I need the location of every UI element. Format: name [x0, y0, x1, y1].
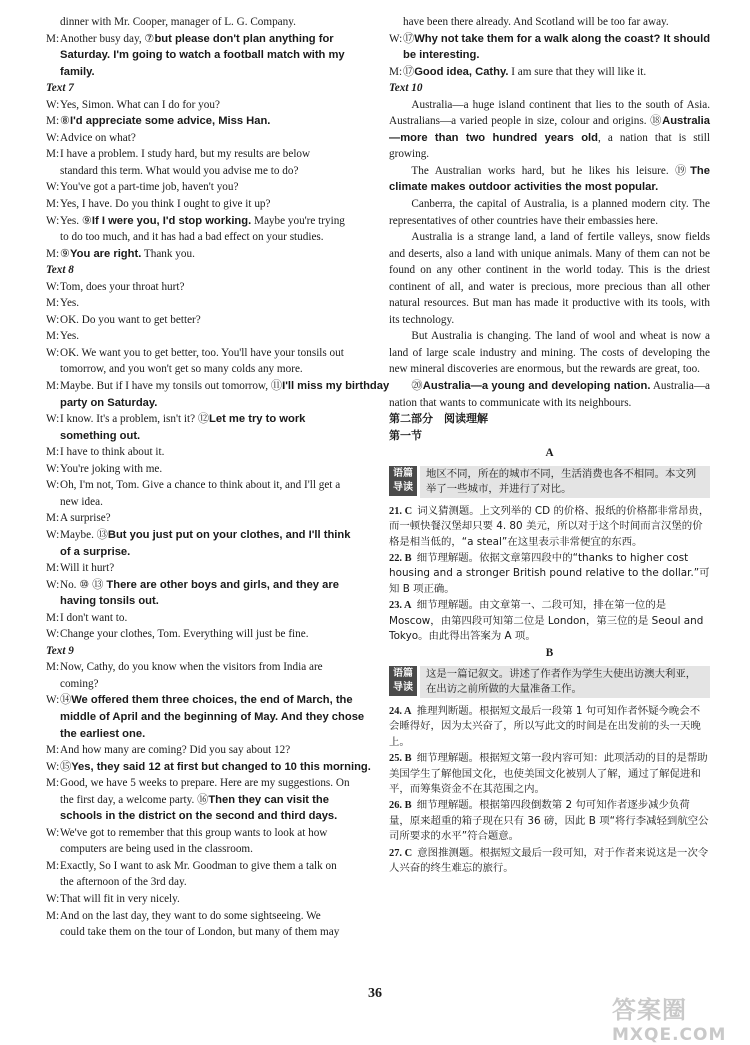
dialogue-text: I have to think about it.	[60, 446, 165, 459]
dialogue-text: Maybe. But if I have my tonsils out tomorrow,	[60, 380, 271, 393]
dialogue-line	[46, 130, 368, 147]
dialogue-text: And how many are coming? Did you say about 12?	[60, 744, 291, 757]
speaker-label: W:	[46, 628, 60, 641]
speaker-label: M:	[46, 611, 60, 624]
dialogue-text: could take them on the tour of London, but many of them may	[60, 926, 340, 939]
text8-dialogue	[46, 279, 390, 643]
dialogue-text: I have a problem. I study hard, but my results are below	[60, 148, 311, 161]
dialogue-text: to do too much, and it has had a bad effect on your studies.	[60, 231, 324, 244]
answer-number: 27. C	[389, 847, 413, 859]
circled-number: ⑧	[60, 115, 71, 128]
dialogue-line	[46, 924, 368, 941]
dialogue-text: No.	[60, 578, 80, 591]
answer-number: 25. B	[389, 753, 412, 765]
dialogue-text: Advice on what?	[60, 131, 136, 144]
dialogue-line	[46, 858, 368, 875]
dialogue-line	[46, 395, 368, 412]
passage-paragraph: ⑳Australia—a young and developing nation. Australia—a nation that wants to communicate with its neighbours.	[389, 380, 710, 409]
circled-number: ⑭	[60, 694, 72, 707]
speaker-label: W:	[46, 462, 60, 475]
watermark-text: MXQE.COM	[612, 1025, 727, 1045]
dialogue-line	[46, 461, 368, 478]
answer-explanation: 细节理解题。根据短文第一段内容可知：此项活动的目的是帮助美国学生了解他国文化，也使美国文化被别人了解，通过了解促进和平，而筹集资金不在其范围之内。	[389, 752, 708, 795]
dialogue-text: tomorrow, and you won't get so many colds any more.	[60, 363, 303, 376]
dialogue-text: Oh, I'm not, Tom. Give a chance to think about it, and I'll get a	[60, 479, 341, 492]
dialogue-line	[46, 626, 368, 643]
speaker-label: W:	[46, 313, 60, 326]
dialogue-text: Tom, does your throat hurt?	[60, 280, 185, 293]
answer-explanation: 细节理解题。依据文章第四段中的“thanks to higher cost housing and a stronger British pound relative to the dollar.”可知 B 项正确。	[389, 551, 710, 595]
right-column	[389, 14, 710, 877]
speaker-label: M:	[46, 661, 60, 674]
speaker-label: M:	[46, 380, 60, 393]
text-heading: Text 10	[389, 82, 423, 95]
guide-text: 地区不同，所在的城市不同，生活消费也各不相同。本文列举了一些城市，并进行了对比。	[420, 466, 710, 498]
guide-text: 这是一篇记叙文。讲述了作者作为学生大使出访澳大利亚，在出访之前所做的大量准备工作。	[420, 666, 710, 698]
answer-explanation: 意图推测题。根据短文最后一段可知，对于作者来说这是一次令人兴奋的终生难忘的旅行。	[389, 846, 709, 875]
answer-number: 22. B	[389, 552, 412, 564]
left-column	[46, 14, 390, 941]
answer-number: 24. A	[389, 705, 412, 717]
dialogue-text: computers are being used in the classroom.	[60, 843, 253, 856]
answer-item	[389, 598, 710, 644]
reading-guide	[389, 666, 710, 698]
dialogue-line	[46, 808, 368, 825]
dialogue-line: dinner with Mr. Cooper, manager of L. G. Company.	[60, 16, 296, 28]
dialogue-line	[46, 246, 368, 263]
dialogue-line	[46, 692, 368, 709]
key-sentence: middle of April and the beginning of May. And they chose	[60, 710, 365, 723]
dialogue-text: Now, Cathy, do you know when the visitors from India are	[60, 661, 323, 674]
dialogue-line: family.	[60, 65, 95, 78]
speaker-label: M:	[46, 148, 60, 161]
answers-b	[389, 704, 710, 876]
dialogue-text: Change your clothes, Tom. Everything will just be fine.	[60, 628, 309, 641]
dialogue-line	[46, 775, 368, 792]
text-heading: Text 9	[46, 644, 74, 657]
dialogue-line	[46, 841, 368, 858]
dialogue-text: Yes.	[60, 214, 82, 227]
passage-paragraph: But Australia is changing. The land of wool and wheat is now a land of large scale industry and mining. The costs of developing the new mineral discoveries are enormous, but the rewards are great, too.	[389, 330, 710, 376]
answer-explanation: 细节理解题。由文章第一、二段可知，排在第一位的是 Moscow，由第四段可知第二位是 London，第三位的是 Seoul and Tokyo。由此得出答案为 A 项。	[389, 599, 704, 643]
key-sentence: Let me try to work	[209, 413, 306, 426]
answer-item	[389, 704, 710, 750]
speaker-label: W:	[46, 413, 60, 426]
dialogue-line	[46, 560, 368, 577]
circled-number: ⑮	[60, 760, 72, 773]
text-heading: Text 7	[46, 82, 74, 95]
dialogue-line	[46, 312, 368, 329]
dialogue-text: I don't want to.	[60, 611, 128, 624]
guide-label: 语篇导读	[389, 666, 417, 696]
dialogue-text: OK. We want you to get better, too. You'll have your tonsils out	[60, 346, 344, 359]
speaker-label: W:	[46, 280, 60, 293]
dialogue-line	[46, 97, 368, 114]
dialogue-text: coming?	[60, 677, 99, 690]
answer-item	[389, 798, 710, 844]
dialogue-line	[46, 477, 368, 494]
speaker-label: W:	[46, 760, 60, 773]
passage-paragraph: Canberra, the capital of Australia, is a planned modern city. The representatives of other countries have their embassies here.	[389, 198, 710, 227]
dialogue-text: Maybe you're trying	[251, 214, 345, 227]
dialogue-text: OK. Do you want to get better?	[60, 313, 201, 326]
dialogue-line: be interesting.	[403, 49, 480, 62]
section-heading: 第一节	[389, 428, 422, 442]
page-number: 36	[368, 986, 382, 1001]
speaker-label: M:	[46, 330, 60, 343]
key-sentence: We offered them three choices, the end of March, the	[71, 694, 353, 707]
dialogue-text: We've got to remember that this group wants to look at how	[60, 826, 328, 839]
dialogue-line: Saturday. I'm going to watch a football match with my	[60, 49, 345, 62]
speaker-label: W:	[46, 214, 60, 227]
dialogue-line	[46, 709, 368, 726]
dialogue-text: Yes, I have. Do you think I ought to give it up?	[60, 198, 271, 211]
text7-dialogue	[46, 97, 368, 262]
answer-explanation: 词义猜测题。上文列举的 CD 的价格、报纸的价格都非常昂贵，而一顿快餐汉堡却只要 4. 80 美元，所以对于这个时间而言汉堡的价格是相当低的，“a steal”在这里表示非常便宜的东西。	[389, 504, 710, 548]
dialogue-line	[46, 196, 368, 213]
key-sentence: You are right.	[70, 247, 142, 260]
watermark-logo	[612, 990, 744, 1045]
text9-dialogue	[46, 659, 371, 940]
speaker-label: W:	[46, 479, 60, 492]
part-heading: 第二部分 阅读理解	[389, 412, 488, 426]
circled-number: ⑫	[197, 413, 210, 426]
dialogue-line	[46, 742, 368, 759]
dialogue-line	[46, 825, 368, 842]
reading-guide	[389, 466, 710, 498]
circled-number: ⑪	[270, 380, 283, 393]
dialogue-line	[46, 726, 368, 743]
dialogue-line	[46, 361, 368, 378]
speaker-label: M:	[46, 562, 60, 575]
speaker-label: M:	[46, 446, 60, 459]
dialogue-text: Thank you.	[141, 247, 195, 260]
speaker-label: M:	[46, 247, 60, 260]
dialogue-text: A surprise?	[60, 512, 111, 525]
dialogue-line	[46, 676, 368, 693]
dialogue-line	[46, 295, 368, 312]
dialogue-text: new idea.	[60, 495, 103, 508]
dialogue-text: That will fit in very nicely.	[60, 892, 180, 905]
dialogue-line	[46, 428, 368, 445]
key-sentence: Yes, they said 12 at first but changed to 10 this morning.	[71, 760, 371, 773]
key-sentence: I'd appreciate some advice, Miss Han.	[70, 115, 271, 128]
dialogue-line	[46, 510, 368, 527]
circled-number: ⑨	[81, 214, 92, 227]
key-sentence: having tonsils out.	[60, 595, 159, 608]
dialogue-line	[46, 874, 368, 891]
watermark-icon: 答案圈	[612, 996, 687, 1024]
dialogue-line	[46, 792, 368, 809]
speaker-label: W:	[46, 694, 60, 707]
dialogue-line	[46, 279, 368, 296]
speaker-label: W:	[46, 346, 60, 359]
dialogue-line	[46, 378, 390, 395]
speaker-label: W:	[46, 826, 60, 839]
dialogue-line: M: Another busy day, ⑦but please don't plan anything for	[46, 32, 334, 45]
passage-letter: A	[545, 447, 554, 460]
key-sentence: the earliest one.	[60, 727, 146, 740]
speaker-label: M:	[46, 909, 60, 922]
speaker-label: M:	[46, 512, 60, 525]
key-sentence: I'll miss my birthday	[282, 380, 390, 393]
answer-item	[389, 504, 710, 550]
dialogue-line: M: ⑰Good idea, Cathy. I am sure that they will like it.	[389, 65, 647, 78]
passage-paragraph: Australia is a strange land, a land of fertile valleys, snow fields and deserts, also a land with unique animals. Many of them can not be found on any other continent in the world today. This is the driest continent of all, and water is precious, more precious than all other natural resources. But man has made it productive with its tools, with its technology.	[389, 231, 710, 326]
answer-number: 23. A	[389, 600, 412, 612]
dialogue-line	[46, 610, 368, 627]
speaker-label: W:	[46, 181, 60, 194]
dialogue-text: standard this term. What would you advise me to do?	[60, 164, 299, 177]
dialogue-line	[46, 328, 368, 345]
dialogue-line	[46, 213, 368, 230]
circled-number: ⑨	[60, 247, 71, 260]
text-heading: Text 8	[46, 264, 74, 277]
dialogue-line	[46, 577, 368, 594]
dialogue-line	[46, 908, 368, 925]
speaker-label: M:	[46, 115, 60, 128]
dialogue-text: Yes.	[60, 330, 80, 343]
dialogue-line	[46, 113, 368, 130]
speaker-label: W:	[46, 528, 60, 541]
speaker-label: M:	[46, 744, 60, 757]
dialogue-line	[46, 659, 368, 676]
dialogue-text: Will it hurt?	[60, 562, 115, 575]
dialogue-text: Yes, Simon. What can I do for you?	[60, 98, 220, 111]
speaker-label: M:	[46, 297, 60, 310]
dialogue-line	[46, 444, 368, 461]
dialogue-text: And on the last day, they want to do some sightseeing. We	[60, 909, 321, 922]
answer-explanation: 推理判断题。根据短文最后一段第 1 句可知作者怀疑今晚会不会睡得好，因为太兴奋了，所以写此文的时间是在出发前的头一天晚上。	[389, 704, 701, 748]
speaker-label: W:	[46, 131, 60, 144]
answer-item	[389, 846, 710, 877]
answer-explanation: 细节理解题。根据第四段倒数第 2 句可知作者逐步减少负荷量，原来超重的箱子现在只有 36 磅，因此 B 项“将行李减轻到航空公司所要求的水平”符合题意。	[389, 799, 709, 843]
key-sentence: There are other boys and girls, and they are	[103, 578, 339, 591]
answer-number: 21. C	[389, 505, 413, 517]
dialogue-line	[46, 891, 368, 908]
speaker-label: M:	[46, 198, 60, 211]
circled-number: ⑯	[197, 793, 209, 806]
dialogue-line	[46, 494, 368, 511]
dialogue-text: the first day, a welcome party.	[60, 793, 198, 806]
key-sentence: Then they can visit the	[208, 793, 329, 806]
dialogue-text: You've got a part-time job, haven't you?	[60, 181, 239, 194]
dialogue-line	[46, 229, 368, 246]
dialogue-line	[46, 759, 371, 776]
answer-number: 26. B	[389, 800, 412, 812]
key-sentence: But you just put on your clothes, and I'll think	[107, 528, 351, 541]
passage-paragraph: The Australian works hard, but he likes his leisure. ⑲The climate makes outdoor activities the most popular.	[389, 164, 710, 194]
speaker-label: M:	[46, 777, 60, 790]
speaker-label: M:	[46, 859, 60, 872]
dialogue-text: Yes.	[60, 297, 80, 310]
key-sentence: If I were you, I'd stop working.	[91, 214, 252, 227]
key-sentence: of a surprise.	[60, 545, 131, 558]
dialogue-line	[46, 544, 368, 561]
dialogue-line	[46, 411, 368, 428]
dialogue-line: W: ⑰Why not take them for a walk along the coast? It should	[389, 32, 711, 45]
dialogue-text: I know. It's a problem, isn't it?	[60, 413, 198, 426]
dialogue-text: You're joking with me.	[60, 462, 163, 475]
passage-paragraph: Australia—a huge island continent that lies to the south of Asia. Australians—a varied people in size, colour and origins. ⑱Australia—more than two hundred years old, a nation that is still growing.	[389, 98, 710, 161]
speaker-label: W:	[46, 892, 60, 905]
key-sentence: party on Saturday.	[60, 396, 158, 409]
dialogue-line	[46, 163, 368, 180]
answer-item	[389, 551, 710, 597]
guide-label: 语篇导读	[389, 466, 417, 496]
answers-a	[389, 504, 710, 645]
speaker-label: W:	[46, 98, 60, 111]
answer-item	[389, 751, 710, 797]
dialogue-text: Maybe.	[60, 528, 97, 541]
dialogue-line	[46, 179, 368, 196]
passage-letter: B	[545, 647, 554, 660]
dialogue-line	[46, 345, 368, 362]
dialogue-text: Good, we have 5 weeks to prepare. Here are my suggestions. On	[60, 777, 350, 790]
dialogue-text: the afternoon of the 3rd day.	[60, 876, 187, 889]
dialogue-line	[46, 146, 368, 163]
key-sentence: something out.	[60, 429, 141, 442]
dialogue-line	[46, 593, 368, 610]
circled-number: ⑬	[96, 528, 108, 541]
dialogue-line: have been there already. And Scotland will be too far away.	[403, 16, 669, 28]
speaker-label: W:	[46, 578, 60, 591]
circled-number: ⑩ ⑬	[79, 578, 104, 591]
dialogue-text: Exactly, So I want to ask Mr. Goodman to give them a talk on	[60, 859, 337, 872]
dialogue-line	[46, 527, 368, 544]
key-sentence: schools in the district on the second and third days.	[60, 810, 338, 823]
